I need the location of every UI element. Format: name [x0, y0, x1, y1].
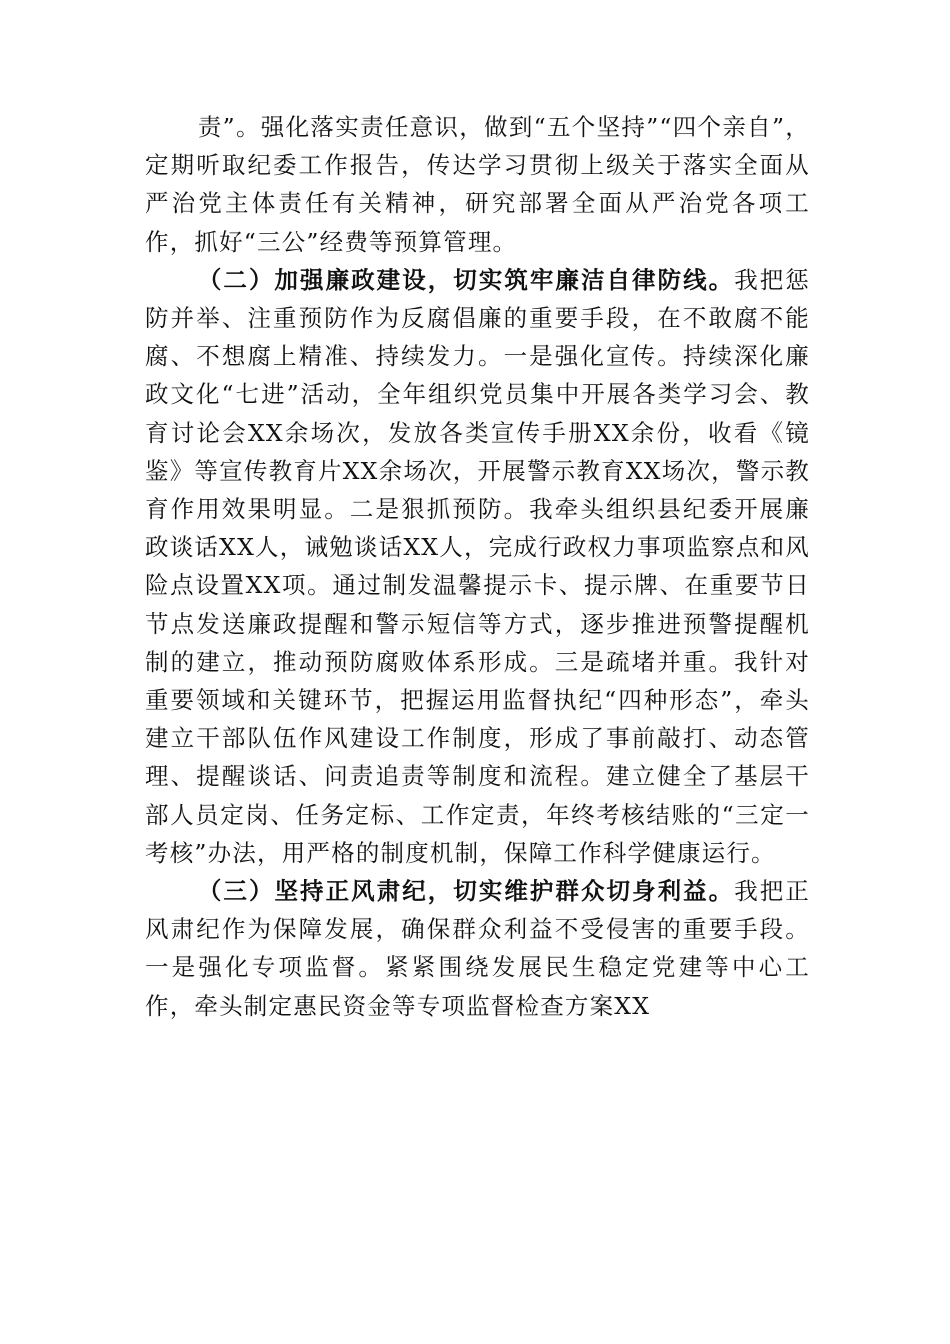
section-2-heading: （二）加强廉政建设，切实筑牢廉洁自律防线。: [197, 265, 735, 294]
paragraph-1-body: 责”。强化落实责任意识，做到“五个坚持”“四个亲自”，定期听取纪委工作报告，传达学习贯彻上级关于落实全面从严治党主体责任有关精神，研究部署全面从严治党各项工作，抓好“三公”经费等预算管理。: [145, 113, 810, 256]
section-3-body: 我把正风肃纪作为保障发展，确保群众利益不受侵害的重要手段。一是强化专项监督。紧紧围绕发展民生稳定党建等中心工作，牵头制定惠民资金等专项监督检查方案XX: [145, 877, 810, 1020]
paragraph-section-3: [145, 872, 810, 1025]
paragraph-section-2: [145, 261, 810, 872]
paragraph-continuation: [145, 108, 810, 261]
document-body: [145, 108, 810, 1025]
section-3-heading: （三）坚持正风肃纪，切实维护群众切身利益。: [197, 877, 735, 906]
section-2-body: 我把惩防并举、注重预防作为反腐倡廉的重要手段，在不敢腐不能腐、不想腐上精准、持续发力。一是强化宣传。持续深化廉政文化“七进”活动，全年组织党员集中开展各类学习会、教育讨论会XX余场次，发放各类宣传手册XX余份，收看《镜鉴》等宣传教育片XX余场次，开展警示教育XX场次，警示教育作用效果明显。二是狠抓预防。我牵头组织县纪委开展廉政谈话XX人，诫勉谈话XX人，完成行政权力事项监察点和风险点设置XX项。通过制发温馨提示卡、提示牌、在重要节日节点发送廉政提醒和警示短信等方式，逐步推进预警提醒机制的建立，推动预防腐败体系形成。三是疏堵并重。我针对重要领域和关键环节，把握运用监督执纪“四种形态”，牵头建立干部队伍作风建设工作制度，形成了事前敲打、动态管理、提醒谈话、问责追责等制度和流程。建立健全了基层干部人员定岗、任务定标、工作定责，年终考核结账的“三定一考核”办法，用严格的制度机制，保障工作科学健康运行。: [145, 265, 810, 867]
